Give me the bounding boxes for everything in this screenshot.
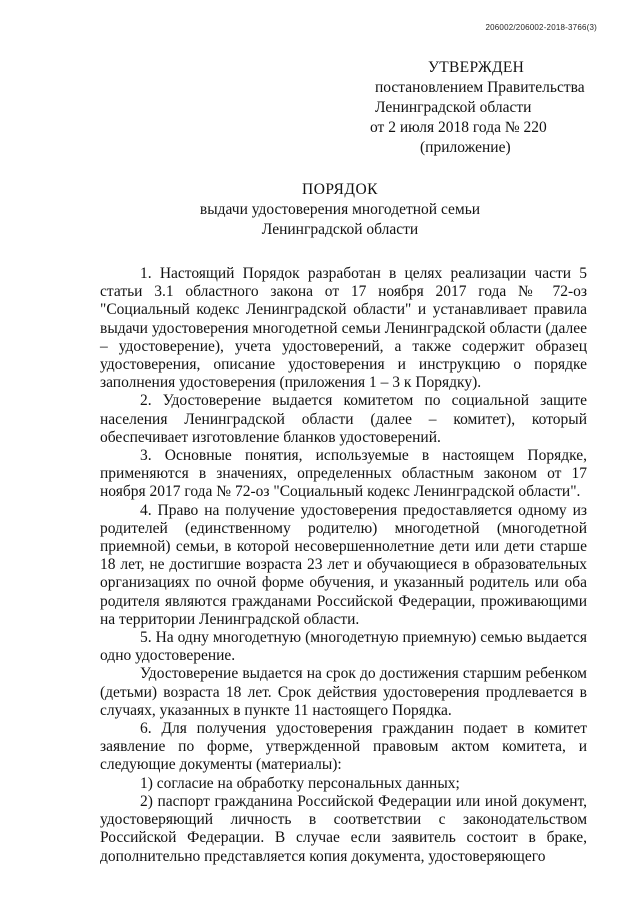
document-id: 206002/206002-2018-3766(3) <box>485 23 597 32</box>
title-main: ПОРЯДОК <box>302 181 378 198</box>
approval-line-1: постановлением Правительства <box>375 79 585 96</box>
paragraph-6-item-1: 1) согласие на обработку персональных данных; <box>140 774 460 792</box>
title-subtitle-1: выдачи удостоверения многодетной семьи <box>199 201 481 218</box>
title-subtitle-2: Ленинградской области <box>261 221 419 238</box>
approval-stamp <box>360 58 610 158</box>
paragraph-3: 3. Основные понятия, используемые в настоящем Порядке, применяются в значениях, определенных областным законом от 17 ноября 2017 года № 72-оз "Социальный кодекс Ленинградской области". <box>100 447 587 501</box>
approval-line-2: Ленинградской области <box>375 99 532 116</box>
paragraph-5: 5. На одну многодетную (многодетную приемную) семью выдается одно удостоверение. <box>100 629 587 665</box>
paragraph-1: 1. Настоящий Порядок разработан в целях реализации части 5 статьи 3.1 областного закона от 17 ноября 2017 года № 72-оз "Социальный кодекс Ленинградской области" и устанавливает правила выдачи удостоверения многодетной семьи Ленинградской области (далее – удостоверение), учета удостоверений, а также содержит образец удостоверения, описание удостоверения и инструкцию о порядке заполнения удостоверения (приложения 1 – 3 к Порядку). <box>100 265 587 392</box>
document-body <box>100 265 587 866</box>
document-title <box>0 180 640 240</box>
paragraph-6-item-2: 2) паспорт гражданина Российской Федерации или иной документ, удостоверяющий личность в соответствии с законодательством Российской Федерации. В случае если заявитель состоит в браке, дополнительно представляется копия документа, удостоверяющего <box>100 792 587 865</box>
paragraph-4: 4. Право на получение удостоверения предоставляется одному из родителей (единственному родителю) многодетной (многодетной приемной) семьи, в которой несовершеннолетние дети или дети старше 18 лет, не достигшие возраста 23 лет и обучающиеся в образовательных организациях по очной форме обучения, и указанный родитель или оба родителя являются гражданами Российской Федерации, проживающими на территории Ленинградской области. <box>100 501 587 628</box>
approval-line-4: (приложение) <box>420 139 511 156</box>
approval-line-3: от 2 июля 2018 года № 220 <box>370 119 547 136</box>
paragraph-6: 6. Для получения удостоверения гражданин подает в комитет заявление по форме, утвержденной правовым актом комитета, и следующие документы (материалы): <box>100 720 587 774</box>
paragraph-2: 2. Удостоверение выдается комитетом по социальной защите населения Ленинградской области (далее – комитет), который обеспечивает изготовление бланков удостоверений. <box>100 392 587 446</box>
paragraph-5-note: Удостоверение выдается на срок до достижения старшим ребенком (детьми) возраста 18 лет. Срок действия удостоверения продлевается в случаях, указанных в пункте 11 настоящего Порядка. <box>100 665 587 719</box>
approval-heading: УТВЕРЖДЕН <box>428 59 525 76</box>
